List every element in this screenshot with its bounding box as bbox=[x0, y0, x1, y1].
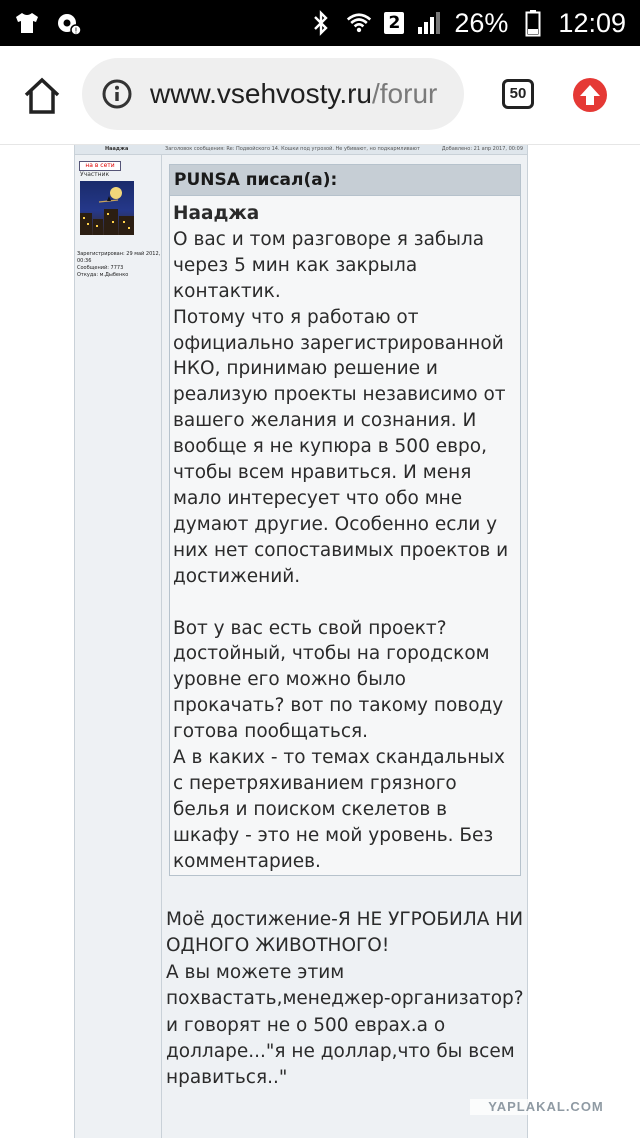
address-bar[interactable] bbox=[82, 58, 464, 130]
tshirt-icon bbox=[14, 10, 40, 36]
quote-block bbox=[169, 164, 521, 876]
post-header-subject: Заголовок сообщения: Re: Подвойского 14. Кошки под угрозой. Не убивают, но подкармливают bbox=[165, 146, 420, 152]
post-header-author[interactable]: Нааджа bbox=[105, 146, 129, 152]
settings-notification-icon bbox=[56, 10, 82, 36]
web-page bbox=[0, 145, 640, 1138]
wifi-icon bbox=[346, 10, 372, 36]
quote-body bbox=[173, 201, 517, 875]
sim-slot-indicator: 2 bbox=[384, 12, 404, 34]
user-profile-panel bbox=[75, 155, 162, 1138]
witch-icon bbox=[98, 195, 120, 205]
post-header bbox=[75, 145, 527, 155]
home-icon bbox=[22, 76, 62, 116]
online-status-badge: на в сети bbox=[79, 161, 121, 171]
clock: 12:09 bbox=[558, 7, 626, 38]
url-host: www.vsehvosty.ru bbox=[150, 78, 372, 109]
quote-header: PUNSA писал(а): bbox=[170, 165, 520, 196]
watermark: YAPLAKAL.COM bbox=[470, 1099, 622, 1115]
bluetooth-icon bbox=[308, 10, 334, 36]
user-location: Откуда: м.Дыбенко bbox=[77, 272, 129, 278]
upload-button[interactable] bbox=[572, 77, 608, 113]
user-registered: Зарегистрирован: 29 май 2012, 00:36 bbox=[77, 251, 161, 264]
reply-text: Моё достижение-Я НЕ УГРОБИЛА НИ ОДНОГО ЖИВОТНОГО! А вы можете этим похвастать,менеджер-организатор? и говорят не о 500 еврах.а о долларе..."я не доллар,что бы всем нравиться.." bbox=[166, 909, 524, 1089]
quote-author: Нааджа bbox=[173, 203, 260, 224]
post-content bbox=[163, 155, 525, 1138]
arrow-up-icon bbox=[572, 77, 608, 113]
signal-icon bbox=[416, 10, 442, 36]
forum-post bbox=[74, 145, 528, 1138]
post-header-date: Добавлено: 21 апр 2017, 00:09 bbox=[441, 146, 523, 152]
user-rank: Участник bbox=[80, 171, 110, 178]
svg-text:!: ! bbox=[74, 26, 78, 36]
browser-toolbar bbox=[0, 46, 640, 145]
url-text[interactable] bbox=[150, 58, 437, 130]
battery-percent: 26% bbox=[454, 7, 509, 38]
quote-text: О вас и том разговоре я забыла через 5 мин как закрыла контактик. Потому что я работаю от официально зарегистрированной НКО, принимаю решение и реализую проекты независимо от вашего желания и сознания. И вообще я не купюра в 500 евро, чтобы всем нравиться. И меня мало интересует что обо мне думают другие. Особенно если у них нет сопоставимых проектов и достижений. Вот у вас есть свой проект? достойный, чтобы на городском уровне его можно было прокачать? вот по такому поводу готова пообщаться. А в каких - то темах скандальных с перетряхиванием грязного белья и поиском скелетов в шкафу - это не мой уровень. Без комментариев. bbox=[173, 228, 509, 872]
tab-switcher-button[interactable]: 50 bbox=[502, 79, 534, 109]
url-path: /forur bbox=[372, 78, 438, 109]
info-icon[interactable] bbox=[102, 79, 132, 109]
user-info bbox=[77, 251, 161, 279]
status-bar bbox=[0, 0, 640, 46]
home-button[interactable] bbox=[22, 76, 62, 116]
avatar[interactable] bbox=[80, 181, 134, 235]
battery-icon bbox=[520, 10, 546, 36]
user-messages: Сообщений: 7773 bbox=[77, 265, 124, 271]
